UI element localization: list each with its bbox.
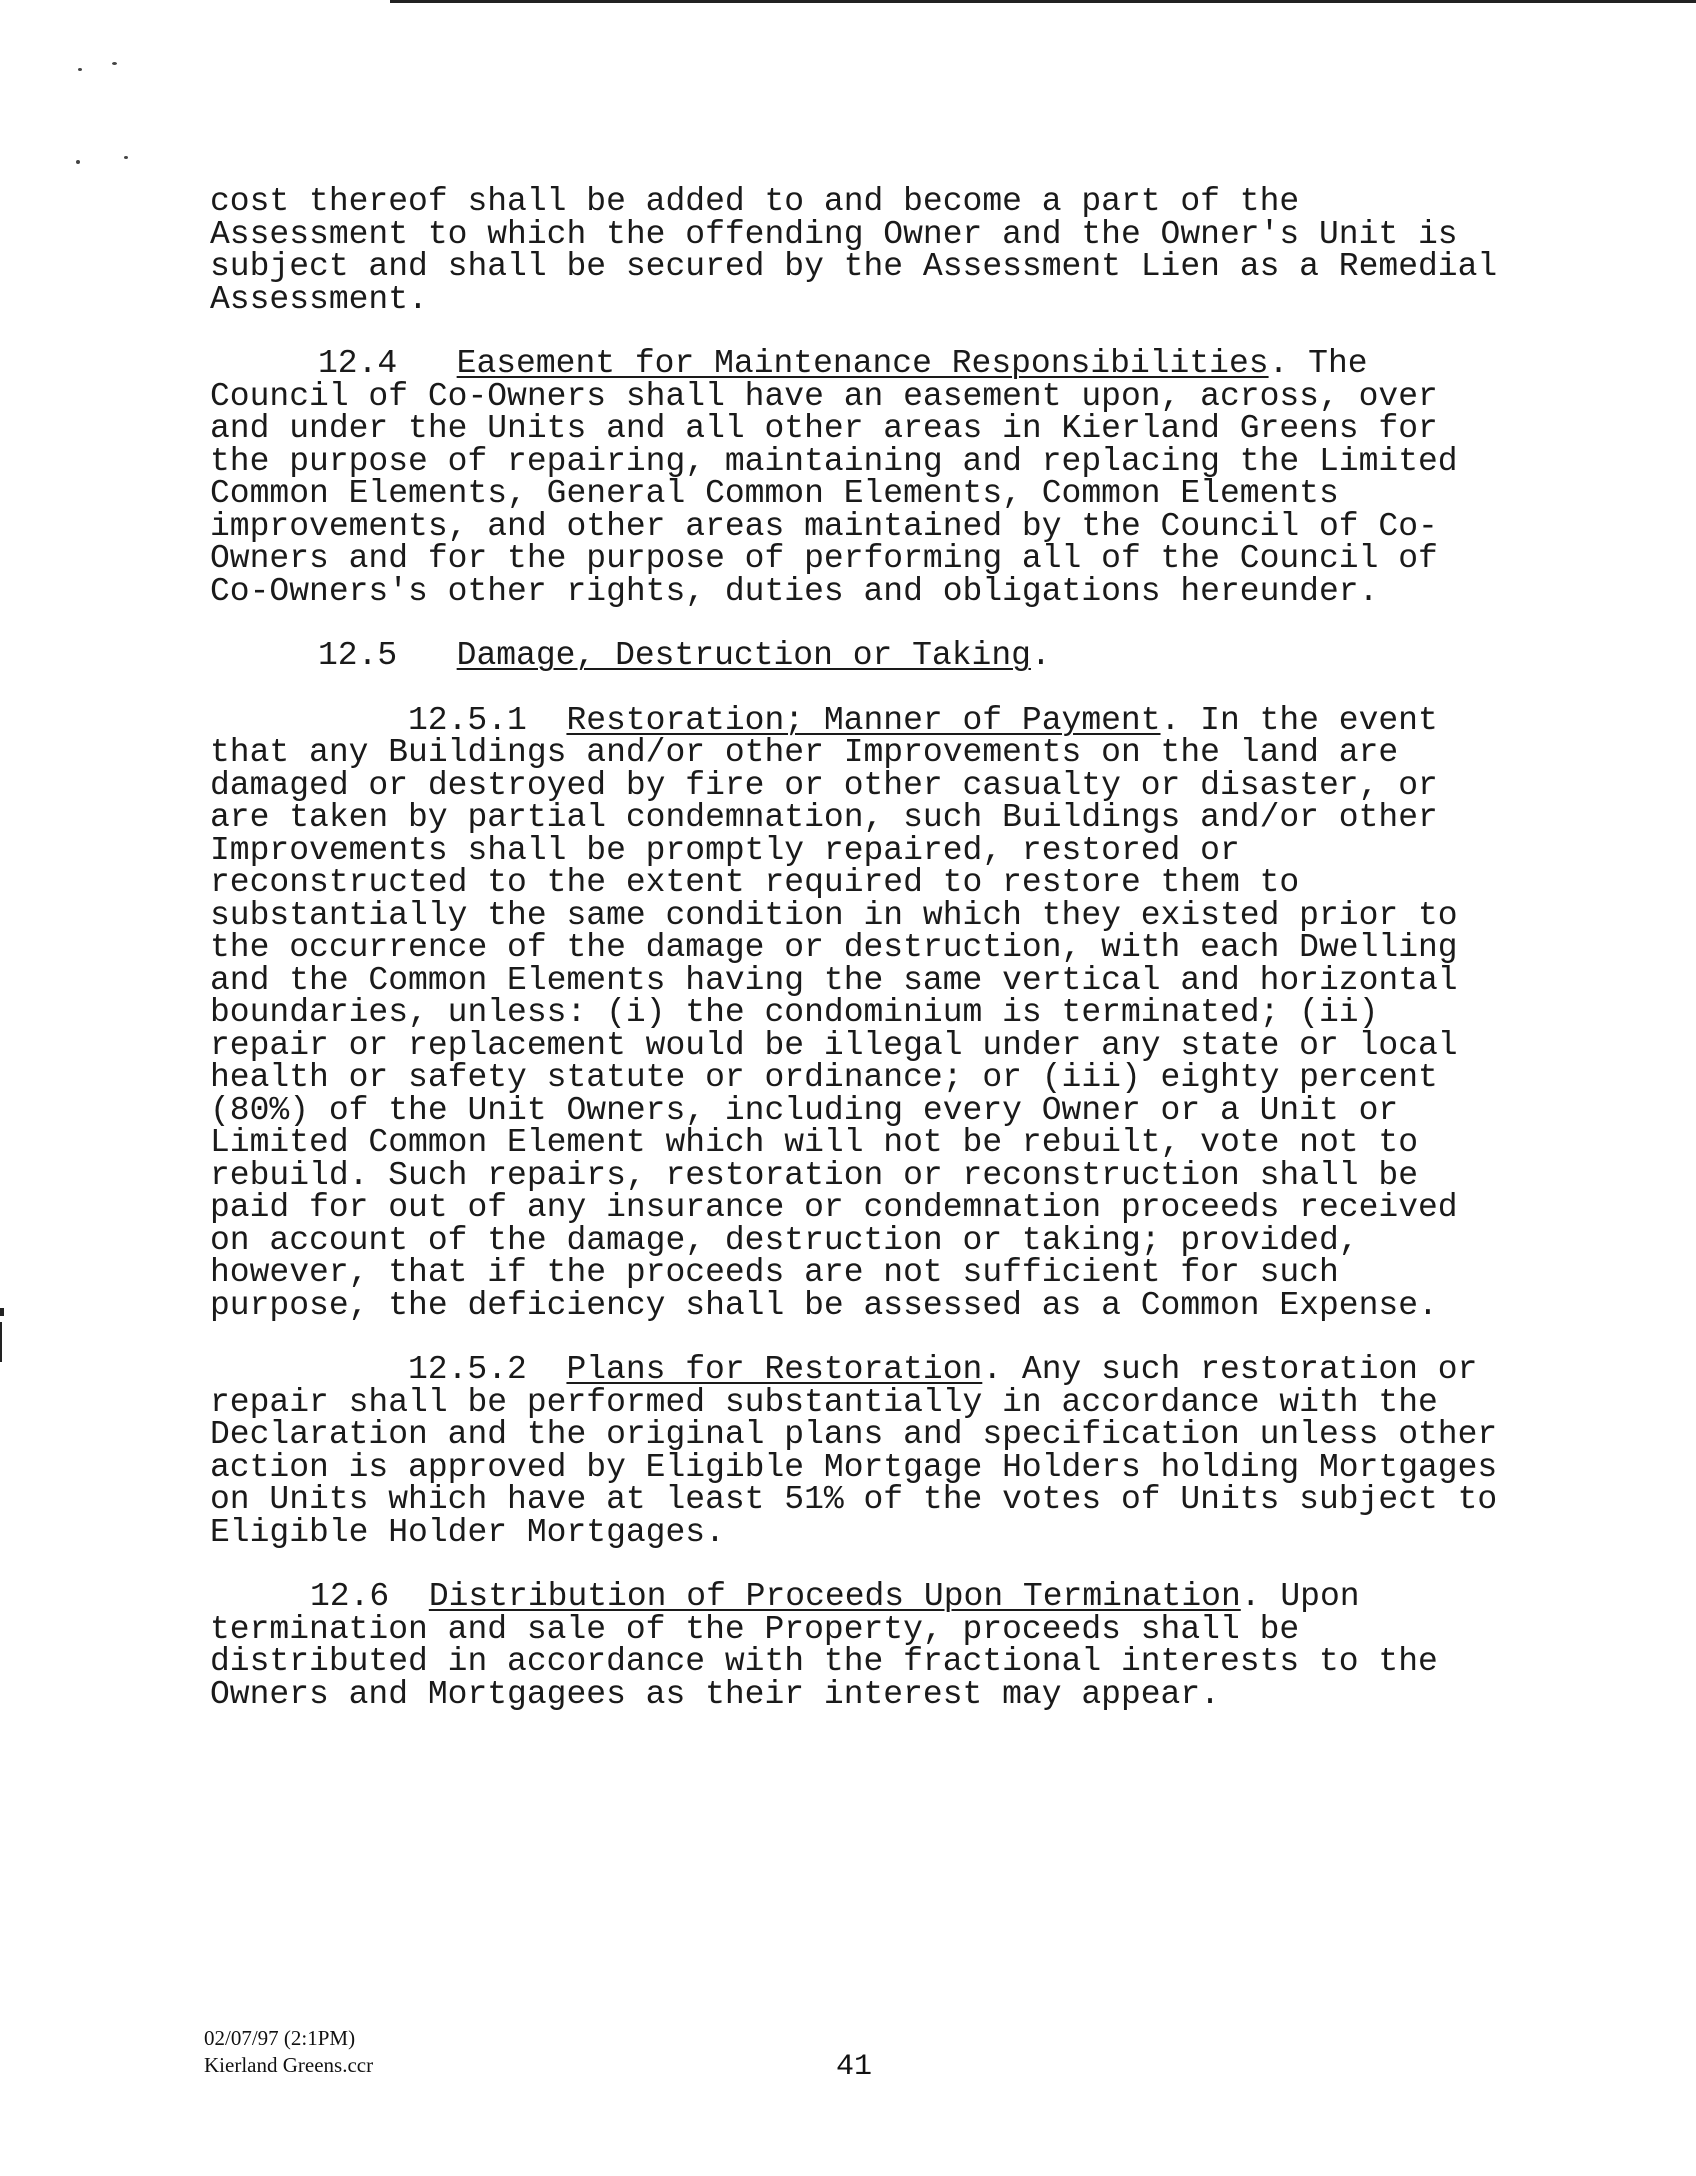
section-heading: Plans for Restoration — [566, 1351, 983, 1388]
text-line: Common Elements, General Common Elements, Common Elements — [210, 475, 1339, 512]
section-number: 12.6 — [310, 1578, 390, 1615]
text-line: subject and shall be secured by the Assessment Lien as a Remedial — [210, 248, 1498, 285]
paragraph-continuation — [210, 183, 1530, 318]
text-line: Eligible Holder Mortgages. — [210, 1513, 725, 1551]
text-line: repair or replacement would be illegal under any state or local — [210, 1026, 1458, 1064]
section-lead-text: . Upon — [1240, 1578, 1360, 1615]
text-line: Declaration and the original plans and specification unless other — [210, 1416, 1498, 1453]
text-line: are taken by partial condemnation, such Buildings and/or other — [210, 799, 1438, 836]
scan-top-edge — [390, 0, 1696, 3]
text-line: Limited Common Element which will not be rebuilt, vote not to — [210, 1124, 1418, 1161]
section-lead-text: . The — [1268, 345, 1368, 382]
text-line: purpose, the deficiency shall be assessed as a Common Expense. — [210, 1286, 1438, 1324]
section-first-line — [210, 701, 1530, 739]
section-lead-text: . Any such restoration or — [982, 1351, 1478, 1388]
text-line: that any Buildings and/or other Improvements on the land are — [210, 734, 1399, 771]
footer-date: 02/07/97 (2:1PM) — [204, 2026, 356, 2050]
text-line: the purpose of repairing, maintaining and replacing the Limited — [210, 442, 1458, 480]
text-line: Council of Co-Owners shall have an easement upon, across, over — [210, 377, 1438, 415]
text-line: cost thereof shall be added to and become a part of the — [210, 183, 1300, 220]
text-line: paid for out of any insurance or condemnation proceeds received — [210, 1189, 1458, 1226]
text-line: improvements, and other areas maintained by the Council of Co- — [210, 507, 1438, 545]
text-line: Assessment to which the offending Owner and the Owner's Unit is — [210, 215, 1458, 253]
text-line: Improvements shall be promptly repaired, restored or — [210, 831, 1240, 869]
section-number: 12.5.2 — [408, 1351, 527, 1388]
scan-speck — [78, 68, 82, 71]
scan-speck — [76, 160, 80, 164]
text-line: damaged or destroyed by fire or other casualty or disaster, or — [210, 766, 1438, 804]
scan-speck — [124, 156, 128, 159]
text-line: distributed in accordance with the fractional interests to the — [210, 1643, 1438, 1680]
section-lead-text: . In the event — [1160, 701, 1438, 739]
text-line: (80%) of the Unit Owners, including every Owner or a Unit or — [210, 1091, 1399, 1129]
section-number: 12.4 — [318, 345, 398, 382]
section-heading: Restoration; Manner of Payment — [566, 701, 1161, 739]
text-line: action is approved by Eligible Mortgage Holders holding Mortgages — [210, 1448, 1498, 1486]
text-line: boundaries, unless: (i) the condominium is terminated; (ii) — [210, 994, 1379, 1031]
text-line: on Units which have at least 51% of the votes of Units subject to — [210, 1481, 1498, 1518]
section-number: 12.5.1 — [408, 701, 527, 739]
section-12-5-2 — [210, 1351, 1530, 1551]
section-first-line — [210, 637, 1530, 674]
text-line: repair shall be performed substantially in accordance with the — [210, 1383, 1438, 1421]
document-body — [210, 183, 1530, 1713]
section-first-line — [210, 1578, 1530, 1615]
text-line: Owners and for the purpose of performing all of the Council of — [210, 540, 1438, 577]
page-number: 41 — [836, 2050, 873, 2084]
section-heading: Damage, Destruction or Taking — [456, 637, 1031, 674]
text-line: substantially the same condition in which they existed prior to — [210, 896, 1458, 934]
section-first-line — [210, 345, 1530, 382]
section-number: 12.5 — [318, 637, 398, 674]
text-line: and the Common Elements having the same vertical and horizontal — [210, 961, 1458, 999]
text-line: reconstructed to the extent required to restore them to — [210, 864, 1300, 901]
footer-file-info — [204, 2025, 373, 2079]
text-line: Assessment. — [210, 280, 428, 318]
section-first-line — [210, 1351, 1530, 1388]
section-heading: Distribution of Proceeds Upon Termination — [428, 1578, 1241, 1615]
text-line: termination and sale of the Property, proceeds shall be — [210, 1610, 1300, 1648]
section-12-4 — [210, 345, 1530, 610]
text-line: the occurrence of the damage or destruction, with each Dwelling — [210, 929, 1458, 966]
text-line: and under the Units and all other areas in Kierland Greens for — [210, 410, 1438, 447]
section-12-5 — [210, 637, 1530, 674]
footer-filename: Kierland Greens.ccr — [204, 2053, 374, 2077]
text-line: Owners and Mortgagees as their interest may appear. — [210, 1675, 1220, 1713]
scan-margin-mark — [0, 1308, 4, 1316]
text-line: on account of the damage, destruction or taking; provided, — [210, 1221, 1359, 1259]
text-line: rebuild. Such repairs, restoration or reconstruction shall be — [210, 1156, 1418, 1194]
section-heading: Easement for Maintenance Responsibilities — [456, 345, 1269, 382]
section-lead-text: . — [1030, 637, 1051, 674]
section-12-5-1 — [210, 701, 1530, 1324]
scan-speck — [112, 62, 117, 65]
scan-margin-mark — [0, 1322, 2, 1362]
section-12-6 — [210, 1578, 1530, 1713]
text-line: however, that if the proceeds are not sufficient for such — [210, 1254, 1339, 1291]
text-line: health or safety statute or ordinance; or (iii) eighty percent — [210, 1059, 1438, 1096]
text-line: Co-Owners's other rights, duties and obligations hereunder. — [210, 572, 1379, 610]
